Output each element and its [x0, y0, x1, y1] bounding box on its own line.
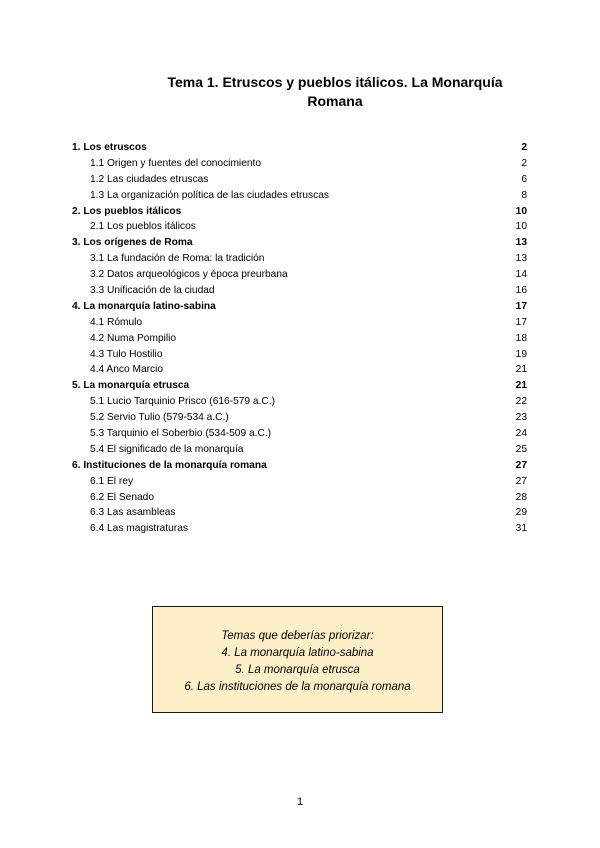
toc-entry-page: 6: [521, 173, 527, 185]
toc-entry-title: 5. La monarquía etrusca: [72, 380, 190, 392]
toc-subsection-row[interactable]: [72, 410, 527, 426]
toc-entry-title: 5.1 Lucio Tarquinio Prisco (616-579 a.C.): [90, 396, 275, 408]
toc-subsection-row[interactable]: [72, 331, 527, 347]
toc-entry-title: 5.2 Servio Tulio (579-534 a.C.): [90, 412, 229, 424]
toc-entry-title: 4.1 Rómulo: [90, 316, 143, 328]
toc-entry-title: 1.2 Las ciudades etruscas: [90, 173, 209, 185]
toc-section-row[interactable]: [72, 458, 527, 474]
toc-entry-title: 6.3 Las asambleas: [90, 507, 176, 519]
toc-entry-page: 8: [521, 189, 527, 201]
toc-entry-title: 6.2 El Senado: [90, 491, 155, 503]
toc-section-row[interactable]: [72, 140, 527, 156]
title-line-2: Romana: [307, 93, 363, 109]
toc-entry-page: 24: [515, 428, 527, 440]
toc-entry-page: 28: [515, 491, 527, 503]
toc-entry-title: 4.4 Anco Marcio: [90, 364, 164, 376]
toc-entry-page: 16: [515, 285, 527, 297]
toc-entry-title: 3.2 Datos arqueológicos y época preurbana: [90, 269, 288, 281]
toc-entry-title: 1. Los etruscos: [72, 142, 147, 153]
toc-subsection-row[interactable]: [72, 474, 527, 490]
toc-entry-page: 2: [521, 157, 527, 169]
priority-note-box: [152, 606, 443, 713]
toc-subsection-row[interactable]: [72, 219, 527, 235]
toc-entry-title: 5.3 Tarquinio el Soberbio (534-509 a.C.): [90, 428, 272, 440]
toc-entry-page: 23: [515, 412, 527, 424]
toc-entry-title: 3. Los orígenes de Roma: [72, 237, 193, 249]
toc-subsection-row[interactable]: [72, 442, 527, 458]
toc-entry-page: 2: [521, 142, 527, 153]
toc-entry-page: 13: [515, 237, 527, 249]
toc-section-row[interactable]: [72, 204, 527, 220]
toc-subsection-row[interactable]: [72, 394, 527, 410]
toc-entry-page: 17: [515, 300, 527, 312]
toc-subsection-row[interactable]: [72, 521, 527, 537]
toc-entry-title: 3.1 La fundación de Roma: la tradición: [90, 253, 265, 265]
toc-section-row[interactable]: [72, 235, 527, 251]
toc-entry-title: 6.1 El rey: [90, 475, 134, 487]
toc-entry-page: 18: [515, 332, 527, 344]
toc-entry-title: 4.3 Tulo Hostilio: [90, 348, 163, 360]
toc-entry-title: 4. La monarquía latino-sabina: [72, 300, 216, 312]
toc-entry-title: 5.4 El significado de la monarquía: [90, 443, 244, 455]
toc-entry-page: 31: [515, 523, 527, 535]
toc-entry-page: 21: [515, 380, 527, 392]
toc-subsection-row[interactable]: [72, 251, 527, 267]
page-number: 1: [296, 796, 304, 808]
toc-subsection-row[interactable]: [72, 347, 527, 363]
toc-entry-title: 1.3 La organización política de las ciudades etruscas: [90, 189, 329, 201]
toc-subsection-row[interactable]: [72, 362, 527, 378]
note-topic: 4. La monarquía latino-sabina: [221, 647, 374, 659]
toc-entry-page: 27: [515, 459, 527, 471]
toc-entry-page: 14: [515, 269, 527, 281]
toc-entry-title: 1.1 Origen y fuentes del conocimiento: [90, 157, 262, 169]
toc-subsection-row[interactable]: [72, 426, 527, 442]
toc-entry-page: 10: [515, 205, 527, 217]
toc-entry-page: 27: [515, 475, 527, 487]
toc-entry-title: 6.4 Las magistraturas: [90, 523, 188, 535]
toc-subsection-row[interactable]: [72, 172, 527, 188]
toc-subsection-row[interactable]: [72, 490, 527, 506]
toc-entry-page: 13: [515, 253, 527, 265]
toc-subsection-row[interactable]: [72, 505, 527, 521]
toc-entry-page: 25: [515, 443, 527, 455]
toc-entry-title: 2.1 Los pueblos itálicos: [90, 221, 196, 233]
toc-section-row[interactable]: [72, 299, 527, 315]
toc-subsection-row[interactable]: [72, 283, 527, 299]
note-topic: 5. La monarquía etrusca: [235, 664, 360, 676]
toc-subsection-row[interactable]: [72, 188, 527, 204]
note-topic: 6. Las instituciones de la monarquía romana: [184, 681, 411, 693]
document-title: [150, 73, 520, 111]
toc-entry-page: 29: [515, 507, 527, 519]
toc-entry-title: 3.3 Unificación de la ciudad: [90, 285, 215, 297]
toc-subsection-row[interactable]: [72, 267, 527, 283]
toc-section-row[interactable]: [72, 378, 527, 394]
title-line-1: Tema 1. Etruscos y pueblos itálicos. La Monarquía: [167, 74, 503, 90]
toc-entry-page: 22: [515, 396, 527, 408]
toc-entry-title: 4.2 Numa Pompilio: [90, 332, 177, 344]
toc-entry-page: 21: [515, 364, 527, 376]
toc-entry-page: 19: [515, 348, 527, 360]
toc-subsection-row[interactable]: [72, 156, 527, 172]
note-heading: Temas que deberías priorizar:: [221, 630, 374, 642]
toc-entry-title: 2. Los pueblos itálicos: [72, 205, 182, 217]
table-of-contents: [72, 140, 527, 537]
toc-entry-page: 10: [515, 221, 527, 233]
toc-subsection-row[interactable]: [72, 315, 527, 331]
toc-entry-title: 6. Instituciones de la monarquía romana: [72, 459, 267, 471]
toc-entry-page: 17: [515, 316, 527, 328]
